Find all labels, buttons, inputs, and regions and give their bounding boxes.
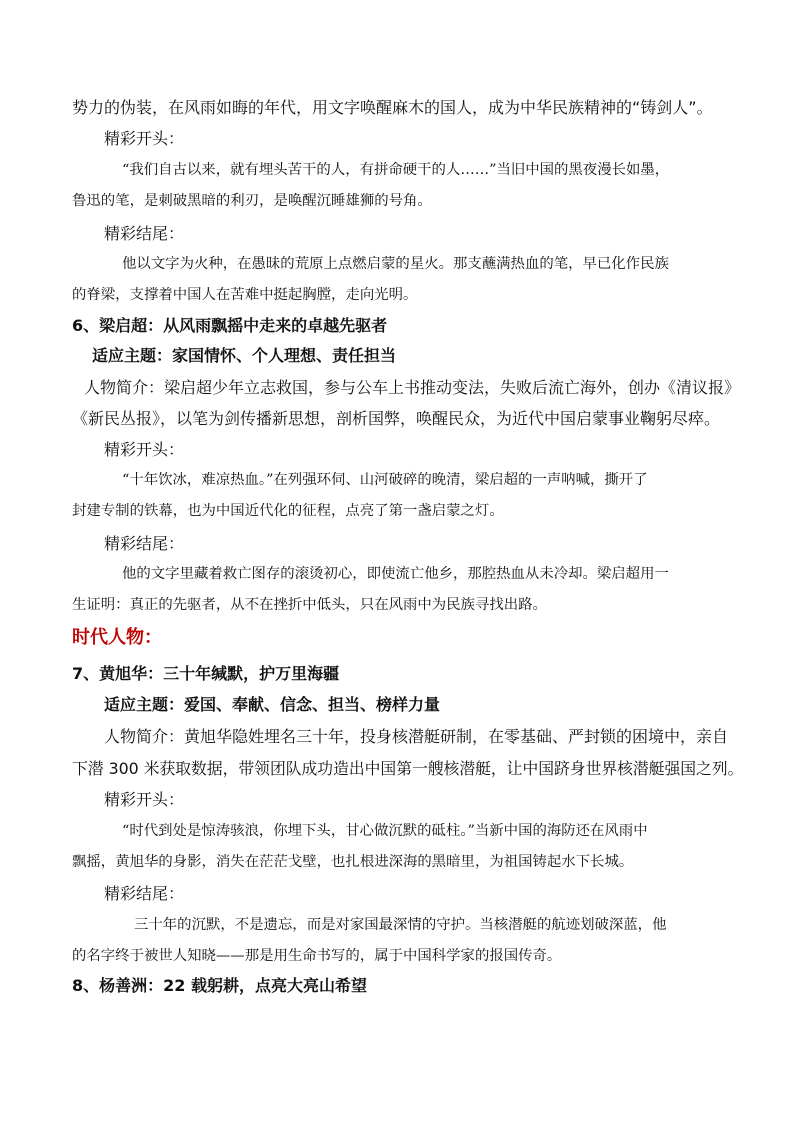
ending-label: 精彩结尾： (104, 884, 185, 903)
intro-text: 下潜 300 米获取数据，带领团队成功造出中国第一艘核潜艇，让中国跻身世界核潜艇强国之列。 (72, 759, 744, 778)
opening-label: 精彩开头： (104, 440, 185, 459)
section-heading: 6、梁启超：从风雨飘摇中走来的卓越先驱者 (72, 316, 388, 335)
section-heading: 7、黄旭华：三十年缄默，护万里海疆 (72, 664, 340, 683)
section-heading: 8、杨善洲：22 载躬耕，点亮大亮山希望 (72, 976, 367, 995)
ending-text: 三十年的沉默，不是遗忘，而是对家国最深情的守护。当核潜艇的航迹划破深蓝，他 (134, 917, 667, 933)
ending-text: 的脊梁，支撑着中国人在苦难中挺起胸膛，走向光明。 (72, 287, 418, 303)
opening-label: 精彩开头： (104, 129, 185, 148)
intro-text: 人物简介：梁启超少年立志救国，参与公车上书推动变法，失败后流亡海外，创办《清议报》 (84, 378, 741, 397)
ending-text: 他的文字里藏着救亡图存的滚烫初心，即使流亡他乡，那腔热血从未冷却。梁启超用一 (122, 566, 669, 582)
ending-label: 精彩结尾： (104, 224, 185, 243)
opening-text: 封建专制的铁幕，也为中国近代化的征程，点亮了第一盏启蒙之灯。 (72, 503, 504, 519)
opening-text: “时代到处是惊涛骇浪，你埋下头，甘心做沉默的砥柱。”当新中国的海防还在风雨中 (122, 823, 648, 839)
opening-text: “我们自古以来，就有埋头苦干的人，有拼命硬干的人……”当旧中国的黑夜漫长如墨， (122, 162, 670, 178)
opening-label: 精彩开头： (104, 790, 185, 809)
ending-label: 精彩结尾： (104, 534, 185, 553)
paragraph-line: 势力的伪装，在风雨如晦的年代，用文字唤醒麻木的国人，成为中华民族精神的“铸剑人”。 (72, 98, 713, 117)
intro-text: 人物简介：黄旭华隐姓埋名三十年，投身核潜艇研制，在零基础、严封锁的困境中，亲自 (104, 727, 729, 746)
ending-text: 的名字终于被世人知晓——那是用生命书写的，属于中国科学家的报国传奇。 (72, 948, 562, 964)
themes-line: 适应主题：爱国、奉献、信念、担当、榜样力量 (104, 695, 441, 714)
era-heading: 时代人物： (72, 627, 162, 648)
themes-line: 适应主题：家国情怀、个人理想、责任担当 (92, 346, 397, 365)
intro-text: 《新民丛报》，以笔为剑传播新思想，剖析国弊，唤醒民众，为近代中国启蒙事业鞠躬尽瘁。 (72, 409, 721, 428)
opening-text: 鲁迅的笔，是刺破黑暗的利刃，是唤醒沉睡雄狮的号角。 (72, 193, 432, 209)
opening-text: “十年饮冰，难凉热血。”在列强环伺、山河破碎的晚清，梁启超的一声呐喊，撕开了 (122, 472, 648, 488)
ending-text: 他以文字为火种，在愚昧的荒原上点燃启蒙的星火。那支蘸满热血的笔，早已化作民族 (122, 256, 669, 272)
opening-text: 飘摇，黄旭华的身影，消失在茫茫戈壁，也扎根进深海的黑暗里，为祖国铸起水下长城。 (72, 854, 634, 870)
ending-text: 生证明：真正的先驱者，从不在挫折中低头，只在风雨中为民族寻找出路。 (72, 597, 547, 613)
